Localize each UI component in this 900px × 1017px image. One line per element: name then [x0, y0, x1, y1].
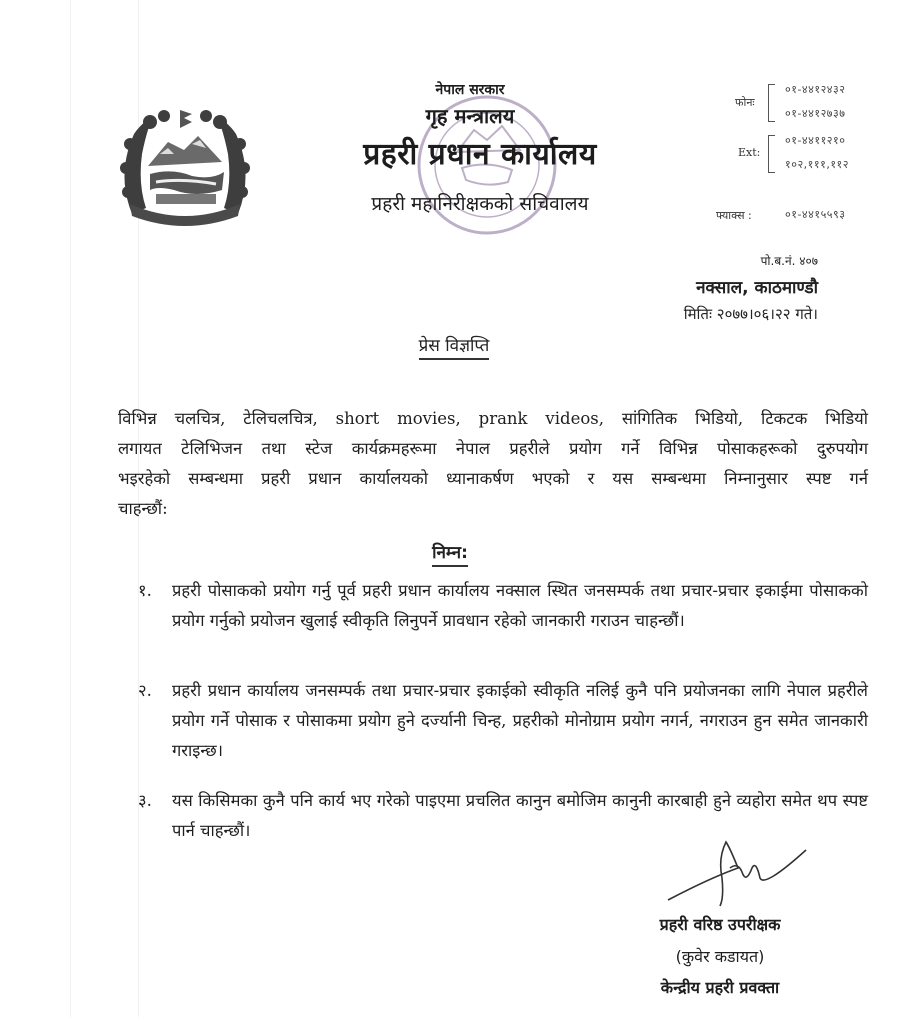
list-item [138, 676, 868, 766]
signature-icon [660, 838, 810, 908]
signatory-rank: प्रहरी वरिष्ठ उपरीक्षक [659, 915, 781, 934]
list-item [138, 786, 868, 846]
government-name: नेपाल सरकार [435, 82, 505, 98]
phone-number: ०१-४४१२४३२ [785, 83, 846, 96]
ministry-name: गृह मन्त्रालय [425, 104, 515, 128]
po-box: पो.ब.नं. ४०७ [760, 254, 818, 268]
item-number: १. [138, 581, 152, 600]
ext-label: Ext: [738, 146, 761, 159]
date: मितिः २०७७।०६।२२ गते। [683, 305, 818, 323]
press-release-title [0, 333, 900, 356]
intro-line: चाहन्छौं: [118, 499, 168, 518]
national-emblem-icon [112, 104, 258, 228]
phone-label: फोनः [735, 96, 755, 109]
fax-number: ०१-४४१५५९३ [785, 208, 846, 221]
scan-margin-line [70, 0, 71, 1017]
list-item [138, 576, 868, 636]
phone-brace [768, 84, 775, 122]
signatory-role: केन्द्रीय प्रहरी प्रवक्ता [660, 978, 780, 997]
item-text: प्रहरी प्रधान कार्यालय जनसम्पर्क तथा प्रचार-प्रचार इकाईको स्वीकृति नलिई कुनै पनि प्रयोजनका लागि नेपाल प्रहरीले प्रयोग गर्ने पोसाक र पोसाकमा प्रयोग हुने दर्ज्यानी चिन्ह, प्रहरीको मोनोग्राम प्रयोग नगर्न, नगराउन हुन समेत जानकारी गराइन्छ। [172, 681, 868, 760]
ext-number: १०२,१११,११२ [785, 158, 849, 171]
item-number: २. [138, 681, 152, 700]
subheading-text: निम्न: [432, 543, 468, 567]
intro-line: भइरहेको सम्बन्धमा प्रहरी प्रधान कार्यालयको ध्यानाकर्षण भएको र यस सम्बन्धमा निम्नानुसार स्पष्ट गर्न [118, 469, 868, 488]
secretariat-name: प्रहरी महानिरीक्षकको सचिवालय [371, 193, 589, 215]
ext-brace [768, 135, 775, 173]
office-name: प्रहरी प्रधान कार्यालय [363, 137, 597, 172]
phone-number: ०१-४४१२७३७ [785, 107, 846, 120]
ext-number: ०१-४४११२१० [785, 134, 846, 147]
location: नक्साल, काठमाण्डौ [696, 278, 818, 298]
item-text: प्रहरी पोसाकको प्रयोग गर्नु पूर्व प्रहरी प्रधान कार्यालय नक्साल स्थित जनसम्पर्क तथा प्रचार-प्रचार इकाईमा पोसाकको प्रयोग गर्नुको प्रयोजन खुलाई स्वीकृति लिनुपर्ने प्रावधान रहेको जानकारी गराउन चाहन्छौं। [172, 581, 868, 630]
fax-label: फ्याक्स : [716, 209, 752, 222]
intro-line: लगायत टेलिभिजन तथा स्टेज कार्यक्रमहरूमा नेपाल प्रहरीले प्रयोग गर्ने विभिन्न पोसाकहरूको दुरुपयोग [118, 439, 868, 458]
subheading [0, 540, 900, 563]
press-release-title-text: प्रेस विज्ञप्ति [419, 336, 490, 360]
signatory-name: (कुवेर कडायत) [675, 947, 765, 966]
item-number: ३. [138, 791, 152, 810]
intro-line: विभिन्न चलचित्र, टेलिचलचित्र, short movies, prank videos, सांगितिक भिडियो, टिकटक भिडियो [118, 409, 868, 428]
item-text: यस किसिमका कुनै पनि कार्य भए गरेको पाइएमा प्रचलित कानुन बमोजिम कानुनी कारबाही हुने व्यहोरा समेत थप स्पष्ट पार्न चाहन्छौं। [172, 791, 868, 840]
